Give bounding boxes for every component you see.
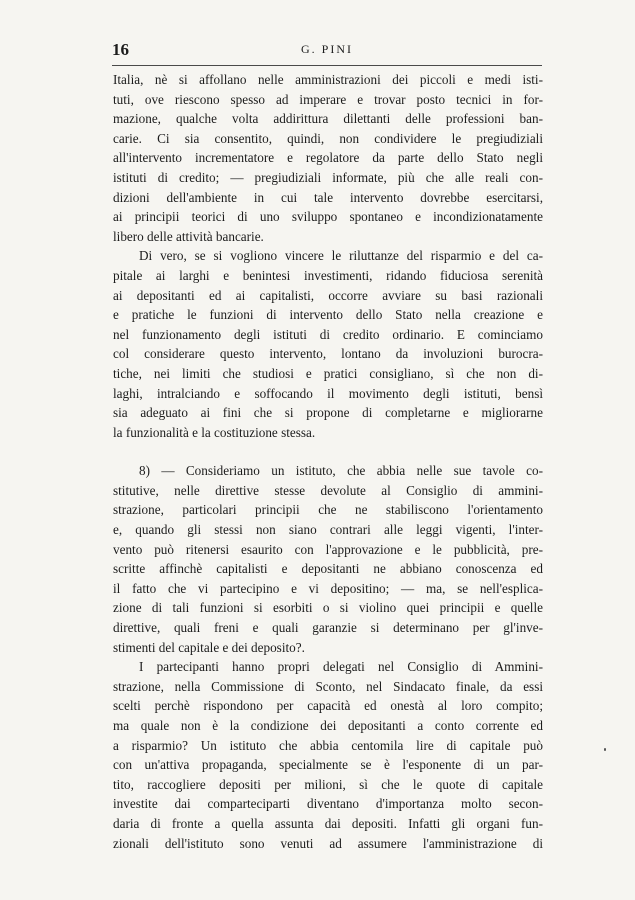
text-line: ai principii teorici di uno sviluppo spontaneo e incondizionatamente — [113, 209, 543, 225]
text-line: libero delle attività bancarie. — [113, 228, 264, 244]
header-rule — [112, 65, 542, 66]
text-line: Di vero, se si vogliono vincere le riluttanze del risparmio e del ca- — [139, 248, 543, 264]
text-line: carie. Ci sia consentito, quindi, non condividere le pregiudiziali — [113, 130, 543, 146]
text-line: scelti perchè rispondono per capacità ed onestà al loro compito; — [113, 698, 543, 714]
page-header — [112, 40, 542, 64]
text-line: ma quale non è la condizione dei depositanti a conto corrente ed — [113, 718, 543, 733]
running-head: G. PINI — [301, 42, 353, 56]
text-line: laghi, intralciando e soffocando il movimento degli istituti, bensì — [113, 385, 543, 401]
text-line: zionali dell'istituto sono venuti ad assumere l'amministrazione di — [113, 835, 543, 851]
text-line: sia adeguato ai fini che si propone di completarne e migliorarne — [113, 405, 543, 421]
text-line: a risparmio? Un istituto che abbia centomila lire di capitale può — [113, 737, 543, 753]
text-line: con un'attiva propaganda, specialmente se è l'esponente di un par- — [113, 757, 543, 773]
section-gap — [113, 442, 543, 461]
text-line: Italia, nè si affollano nelle amministrazioni dei piccoli e medi isti- — [113, 72, 543, 87]
text-line: zione di tali funzioni si esorbiti o si violino quei principii e quelle — [113, 600, 543, 616]
text-line: stimenti del capitale e dei deposito?. — [113, 639, 305, 655]
text-line: I partecipanti hanno propri delegati nel Consiglio di Ammini- — [139, 659, 543, 675]
text-line: e, quando gli stessi non siano contrari alle leggi vigenti, l'inter- — [113, 522, 543, 538]
paragraph-2 — [113, 246, 543, 442]
text-line: nel funzionamento degli istituti di credito ordinario. E cominciamo — [113, 326, 543, 342]
text-line: e pratiche le funzioni di intervento dello Stato nella creazione e — [113, 307, 543, 323]
text-line: 8) — Consideriamo un istituto, che abbia nelle sue tavole co- — [139, 463, 543, 479]
text-line: il fatto che vi partecipino e vi depositino; — ma, se nell'esplica- — [113, 580, 543, 596]
text-line: mazione, qualche volta addirittura dilettanti delle professioni ban- — [113, 111, 543, 127]
text-line: la funzionalità e la costituzione stessa. — [113, 424, 316, 440]
text-line: pitale ai larghi e benintesi investimenti, ridando fiduciosa serenità — [113, 267, 543, 283]
paper-speck — [604, 748, 606, 751]
paragraph-4 — [113, 657, 543, 853]
text-line: investite dai comparteciparti diventano d'importanza molto secon- — [113, 796, 543, 812]
paragraph-3 — [113, 461, 543, 657]
body-text — [113, 70, 543, 853]
text-line: dizioni dell'ambiente in cui tale intervento dovrebbe esercitarsi, — [113, 189, 543, 205]
text-line: stitutive, nelle direttive stesse devolute al Consiglio di ammini- — [113, 482, 543, 498]
text-line: vento può ritenersi esaurito con l'approvazione e le pubblicità, pre- — [113, 541, 543, 557]
page-number: 16 — [112, 40, 129, 59]
text-line: daria di fronte a quella assunta dai depositi. Infatti gli organi fun- — [113, 815, 543, 831]
text-line: tito, raccogliere depositi per milioni, sì che le quote di capitale — [113, 776, 543, 792]
text-line: strazione, particolari principii che ne stabiliscono l'orientamento — [113, 502, 543, 518]
text-line: strazione, nella Commissione di Sconto, nel Sindacato finale, da essi — [113, 678, 543, 694]
text-line: tuti, ove riescono spesso ad imperare e trovar posto tecnici in for- — [113, 91, 543, 107]
text-line: col considerare questo intervento, lontano da involuzioni burocra- — [113, 346, 543, 362]
paragraph-1 — [113, 70, 543, 246]
text-line: tiche, nei limiti che studiosi e pratici consigliano, sì che non di- — [113, 365, 543, 381]
text-line: ai depositanti ed ai capitalisti, occorre avviare su basi razionali — [113, 287, 543, 303]
text-line: scritte affinchè capitalisti e depositanti ne abbiano conoscenza ed — [113, 561, 543, 577]
text-line: direttive, quali freni e quali garanzie si determinano per gl'inve- — [113, 620, 543, 636]
text-line: istituti di credito; — pregiudiziali informate, più che alle reali con- — [113, 169, 543, 185]
text-line: all'intervento incrementatore e regolatore da parte dello Stato negli — [113, 150, 543, 166]
